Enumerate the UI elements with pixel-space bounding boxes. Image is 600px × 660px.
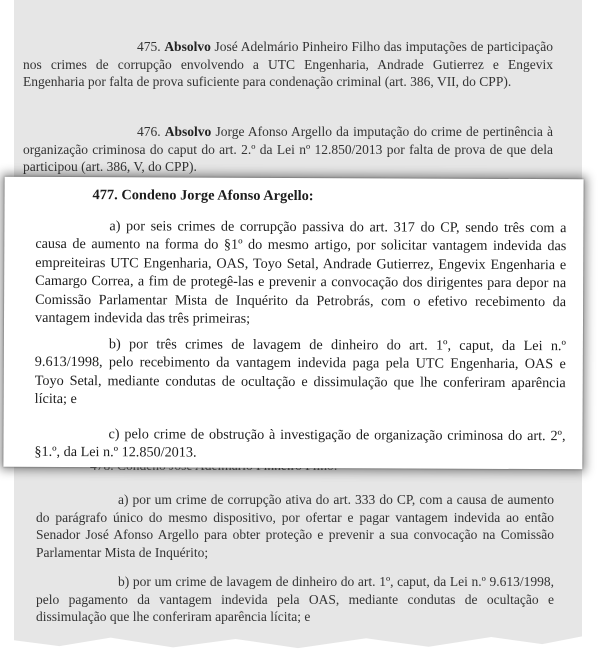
paragraph-text: b) por um crime de lavagem de dinheiro do art. 1º, caput, da Lei n.º 9.613/1998, pelo pagamento da vantagem indevida pela OAS, mediante condutas de ocultação e dissimulação que lhe conferiram aparência lícita; e	[36, 574, 554, 624]
paragraph-477b	[35, 335, 566, 411]
item-number: 476.	[137, 124, 161, 139]
paragraph-476	[23, 123, 553, 176]
paragraph-text: José Adelmário Pinheiro Filho das imputações de participação nos crimes de corrupção envolvendo a UTC Engenharia, Andrade Gutierrez e Engevix Engenharia por falta de prova suficiente para condenação criminal (art. 386, VII, do CPP).	[23, 39, 553, 89]
paragraph-text: b) por três crimes de lavagem de dinheiro do art. 1º, caput, da Lei n.º 9.613/1998, pelo recebimento da vantagem indevida paga pela UTC Engenharia, OAS e Toyo Setal, mediante condutas de ocultação e dissimulação que lhe conferiram aparência lícita; e	[34, 336, 566, 408]
paragraph-475	[23, 38, 553, 91]
paragraph-478a	[36, 491, 554, 561]
paragraph-477c	[34, 425, 565, 464]
highlighted-excerpt	[3, 177, 583, 470]
paragraph-478b	[36, 573, 554, 626]
paragraph-text: Jorge Afonso Argello da imputação do crime de pertinência à organização criminosa do caput do art. 2.º da Lei nº 12.850/2013 por falta de prova de que dela participou (art. 386, V, do CPP).	[23, 124, 553, 174]
paragraph-477a	[35, 217, 566, 330]
paragraph-text: c) pelo crime de obstrução à investigação de organização criminosa do art. 2º, §1.º, da Lei n.º 12.850/2013.	[34, 426, 566, 461]
paragraph-text: a) por um crime de corrupção ativa do art. 333 do CP, com a causa de aumento do parágrafo único do mesmo dispositivo, por ofertar e pagar vantagem indevida ao então Senador José Afonso Argello para obter proteção e prevenir a sua convocação na Comissão Parlamentar Mista de Inquérito;	[36, 492, 554, 560]
paragraph-text: a) por seis crimes de corrupção passiva do art. 317 do CP, sendo três com a causa de aumento na forma do §1º do mesmo artigo, por solicitar vantagem indevida das empreiteiras UTC Engenharia, OAS, Toyo Setal, Andrade Gutierrez, Engevix Engenharia e Camargo Correa, a fim de protegê-las e prevenir a convocação dos dirigentes para depor na Comissão Parlamentar Mista de Inquérito da Petrobrás, com o efetivo recebimento da vantagem indevida das três primeiras;	[34, 218, 567, 327]
excerpt-heading: 477. Condeno Jorge Afonso Argello:	[92, 187, 314, 205]
item-number: 475.	[137, 39, 161, 54]
verdict-label: Absolvo	[164, 39, 211, 54]
verdict-label: Absolvo	[164, 124, 212, 139]
